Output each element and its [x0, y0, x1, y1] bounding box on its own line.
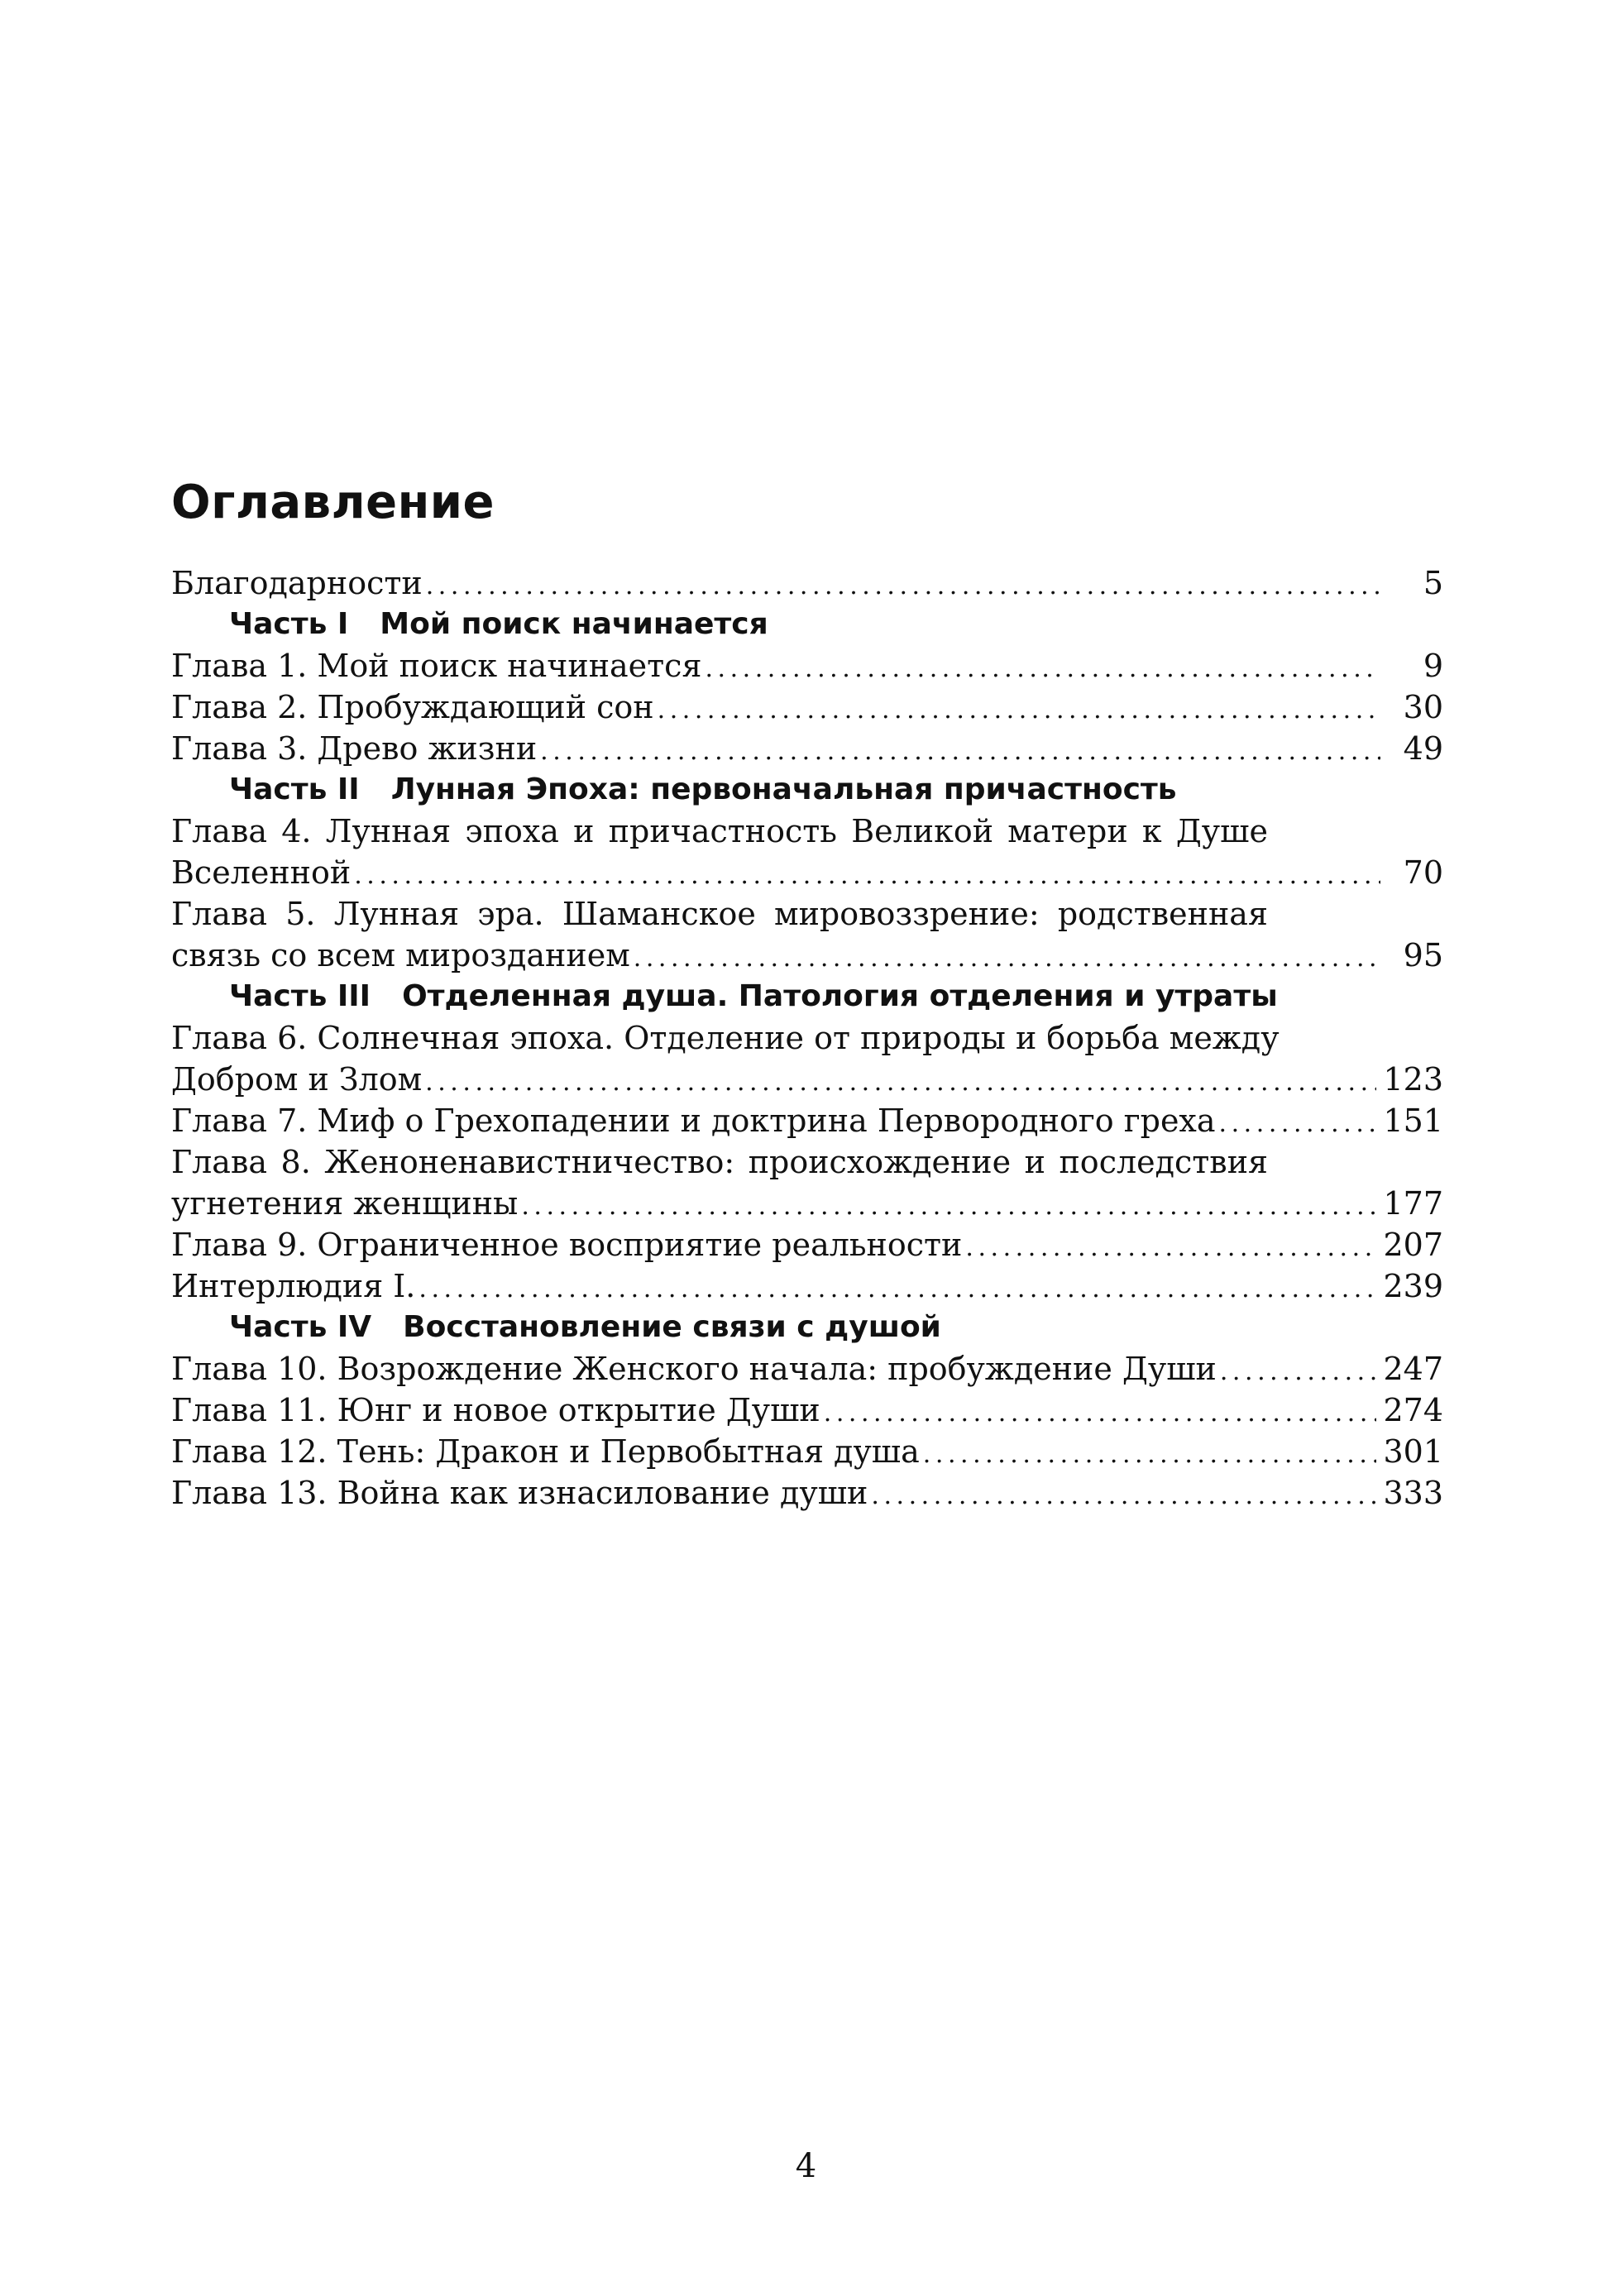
- word: Глава: [171, 896, 268, 932]
- toc-entry-page: 49: [1403, 730, 1443, 767]
- toc-entry-page: 301: [1383, 1433, 1443, 1470]
- word: Женоненавистничество:: [324, 1144, 735, 1180]
- word: происхождение: [748, 1144, 1012, 1180]
- page-title: Оглавление: [171, 476, 495, 529]
- dot-leader: [824, 1393, 1377, 1434]
- toc-entry-chapter-5-line-1: [171, 893, 1268, 935]
- word: Лунная: [325, 813, 452, 849]
- toc-entry-page: 5: [1423, 565, 1443, 601]
- toc-entry-page: 274: [1383, 1392, 1443, 1428]
- toc-entry-chapter-11: [171, 1390, 1443, 1431]
- dot-leader: [521, 1186, 1376, 1227]
- toc-entry-chapter-2: [171, 686, 1443, 728]
- toc-entry-chapter-4-line-2: [171, 852, 1443, 893]
- toc-entry-chapter-4-line-1: [171, 811, 1268, 852]
- toc-entry-page: 247: [1383, 1351, 1443, 1387]
- toc-entry-chapter-5-line-2: [171, 935, 1443, 976]
- toc-entry-title: связь со всем мирозданием: [171, 937, 630, 973]
- toc-entry-title: Глава 6. Солнечная эпоха. Отделение от природы и борьба между: [171, 1020, 1280, 1056]
- table-of-contents: [171, 562, 1443, 1514]
- word: Лунная: [333, 896, 460, 932]
- toc-entry-chapter-1: [171, 645, 1443, 686]
- toc-entry-page: 333: [1383, 1475, 1443, 1511]
- toc-entry-page: 30: [1403, 689, 1443, 725]
- part-number: Часть IV: [229, 1310, 372, 1344]
- toc-part-heading-2: [171, 769, 1443, 811]
- word: причастность: [608, 813, 837, 849]
- toc-entry-title: Благодарности: [171, 565, 423, 601]
- word: эра.: [477, 896, 544, 932]
- dot-leader: [1219, 1103, 1377, 1145]
- toc-entry-acknowledgements: [171, 562, 1443, 604]
- toc-entry-title: Вселенной: [171, 854, 352, 891]
- toc-entry-title: угнетения женщины: [171, 1185, 519, 1222]
- toc-entry-page: 9: [1423, 648, 1443, 684]
- toc-entry-title: Глава 11. Юнг и новое открытие Души: [171, 1392, 820, 1428]
- toc-entry-page: 151: [1383, 1103, 1443, 1139]
- part-number: Часть II: [229, 773, 360, 806]
- toc-entry-title: Глава 1. Мой поиск начинается: [171, 648, 702, 684]
- toc-entry-page: 177: [1383, 1185, 1443, 1222]
- dot-leader: [1220, 1351, 1377, 1393]
- toc-entry-page: 123: [1383, 1061, 1443, 1098]
- dot-leader: [705, 648, 1380, 690]
- word: к: [1141, 813, 1162, 849]
- toc-entry-title: Глава 2. Пробуждающий сон: [171, 689, 654, 725]
- toc-entry-chapter-6-line-1: [171, 1017, 1443, 1059]
- word: Шаманское: [562, 896, 756, 932]
- toc-entry-title: Глава 10. Возрождение Женского начала: пробуждение Души: [171, 1351, 1217, 1387]
- page-number: 4: [795, 2147, 817, 2185]
- part-number: Часть III: [229, 979, 371, 1013]
- word: матери: [1007, 813, 1128, 849]
- toc-entry-page: 239: [1383, 1268, 1443, 1304]
- dot-leader: [419, 1269, 1376, 1310]
- word: Глава: [171, 1144, 268, 1180]
- toc-entry-chapter-3: [171, 728, 1443, 769]
- toc-entry-title: Глава 13. Война как изнасилование души: [171, 1475, 868, 1511]
- word: Глава: [171, 813, 268, 849]
- toc-entry-chapter-6-line-2: [171, 1059, 1443, 1100]
- part-title: Восстановление связи с душой: [403, 1310, 941, 1344]
- toc-part-heading-4: [171, 1307, 1443, 1348]
- word: и: [573, 813, 595, 849]
- word: родственная: [1057, 896, 1268, 932]
- toc-entry-title: Глава 12. Тень: Дракон и Первобытная душа: [171, 1433, 920, 1470]
- word: 8.: [280, 1144, 311, 1180]
- dot-leader: [426, 566, 1380, 607]
- toc-part-heading-3: [171, 976, 1443, 1017]
- toc-entry-chapter-10: [171, 1348, 1443, 1390]
- toc-entry-chapter-8-line-1: [171, 1141, 1268, 1183]
- toc-entry-chapter-12: [171, 1431, 1443, 1472]
- part-title: Лунная Эпоха: первоначальная причастность: [390, 773, 1177, 806]
- word: и: [1024, 1144, 1045, 1180]
- toc-entry-title: Добром и Злом: [171, 1061, 423, 1098]
- toc-entry-interlude: [171, 1265, 1443, 1307]
- toc-entry-page: 95: [1403, 937, 1443, 973]
- toc-entry-chapter-13: [171, 1472, 1443, 1514]
- word: последствия: [1059, 1144, 1268, 1180]
- dot-leader: [540, 731, 1380, 773]
- toc-part-heading-1: [171, 604, 1443, 645]
- word: Великой: [851, 813, 994, 849]
- word: эпоха: [465, 813, 559, 849]
- toc-entry-page: 207: [1383, 1227, 1443, 1263]
- dot-leader: [634, 938, 1380, 979]
- toc-entry-chapter-9: [171, 1224, 1443, 1265]
- word: Душе: [1175, 813, 1268, 849]
- part-number: Часть I: [229, 607, 349, 641]
- toc-entry-title: Глава 3. Древо жизни: [171, 730, 538, 767]
- toc-entry-title: Интерлюдия I.: [171, 1268, 416, 1304]
- dot-leader: [871, 1476, 1376, 1517]
- word: 5.: [285, 896, 316, 932]
- toc-entry-page: 70: [1403, 854, 1443, 891]
- dot-leader: [923, 1434, 1377, 1476]
- dot-leader: [658, 690, 1380, 731]
- toc-entry-chapter-7: [171, 1100, 1443, 1141]
- toc-entry-title: Глава 7. Миф о Грехопадении и доктрина Первородного греха: [171, 1103, 1216, 1139]
- toc-entry-title: Глава 9. Ограниченное восприятие реальности: [171, 1227, 963, 1263]
- part-title: Мой поиск начинается: [380, 607, 768, 641]
- word: мировоззрение:: [774, 896, 1040, 932]
- word: 4.: [281, 813, 312, 849]
- dot-leader: [965, 1227, 1376, 1269]
- part-title: Отделенная душа. Патология отделения и утраты: [402, 979, 1278, 1013]
- dot-leader: [425, 1062, 1376, 1103]
- toc-entry-chapter-8-line-2: [171, 1183, 1443, 1224]
- dot-leader: [354, 855, 1380, 897]
